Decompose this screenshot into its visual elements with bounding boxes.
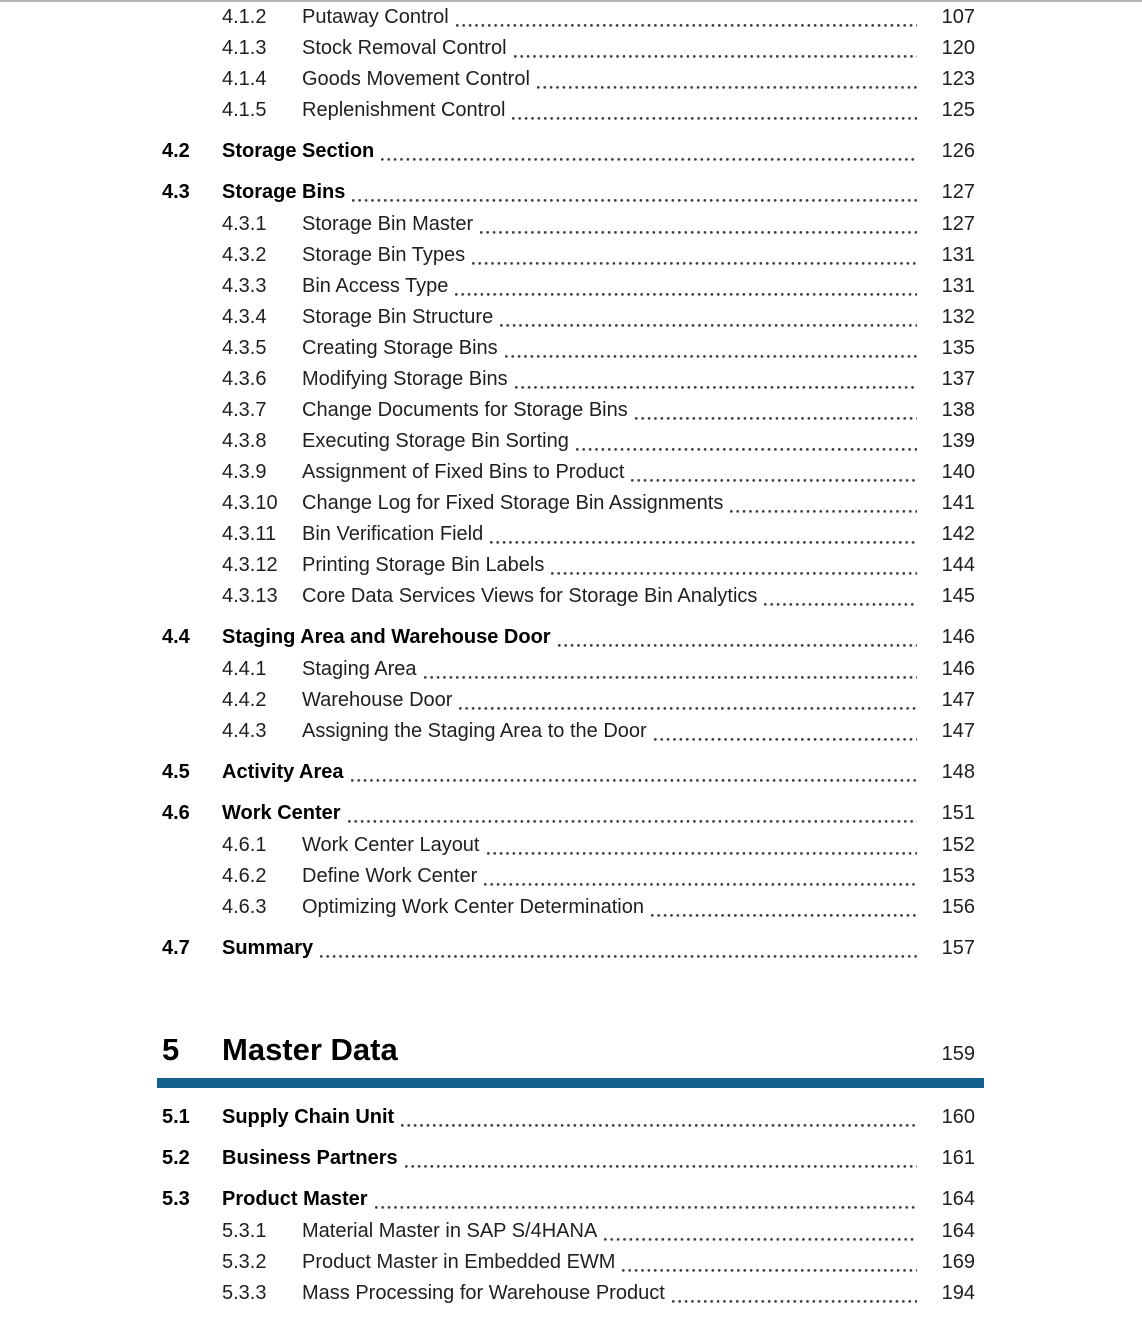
toc-subsection-row bbox=[162, 1216, 975, 1247]
toc-entry-page: 131 bbox=[941, 244, 975, 266]
toc-entry-page: 132 bbox=[941, 306, 975, 328]
toc-entry-number: 4.3.3 bbox=[222, 275, 267, 297]
toc-entry-number: 4.6.1 bbox=[222, 834, 267, 856]
toc-entry-page: 125 bbox=[941, 99, 975, 121]
toc-entry-title: Work Center Layout bbox=[302, 834, 480, 856]
toc-entry-number: 4.6.3 bbox=[222, 896, 267, 918]
toc-entry-title: Bin Access Type bbox=[302, 275, 449, 297]
toc-entry-title: Storage Bin Structure bbox=[302, 306, 494, 328]
toc-entry-number: 4.4.1 bbox=[222, 658, 267, 680]
toc-subsection-row bbox=[162, 861, 975, 892]
toc-entry-number: 5.3 bbox=[162, 1188, 190, 1210]
dot-leader bbox=[351, 778, 917, 783]
toc-subsection-row bbox=[162, 2, 975, 33]
toc-subsection-row bbox=[162, 333, 975, 364]
toc-entry-number: 4.3.5 bbox=[222, 337, 267, 359]
dot-leader bbox=[348, 819, 917, 824]
toc-subsection-row bbox=[162, 364, 975, 395]
toc-subsection-row bbox=[162, 302, 975, 333]
toc-entry-page: 120 bbox=[941, 37, 975, 59]
toc-entry-page: 135 bbox=[941, 337, 975, 359]
toc-entry-title: Product Master in Embedded EWM bbox=[302, 1251, 616, 1273]
chapter-title: Master Data bbox=[222, 1032, 398, 1067]
dot-leader bbox=[405, 1164, 917, 1169]
dot-leader bbox=[500, 323, 917, 328]
toc-entry-page: 139 bbox=[941, 430, 975, 452]
toc-subsection-row bbox=[162, 64, 975, 95]
toc-entry-number: 4.5 bbox=[162, 761, 190, 783]
toc-entry-number: 5.2 bbox=[162, 1147, 190, 1169]
toc-entry-title: Product Master bbox=[222, 1188, 368, 1210]
toc-entry-number: 4.6 bbox=[162, 802, 190, 824]
toc-subsection-row bbox=[162, 716, 975, 747]
dot-leader bbox=[631, 478, 917, 483]
toc-entry-title: Material Master in SAP S/4HANA bbox=[302, 1220, 598, 1242]
dot-leader bbox=[622, 1268, 917, 1273]
toc-entry-title: Putaway Control bbox=[302, 6, 449, 28]
toc-entry-number: 5.1 bbox=[162, 1106, 190, 1128]
toc-entry-page: 107 bbox=[941, 6, 975, 28]
toc-entry-number: 4.3.8 bbox=[222, 430, 267, 452]
toc-subsection-row bbox=[162, 457, 975, 488]
toc-entry-title: Summary bbox=[222, 937, 314, 959]
toc-entry-number: 4.3.9 bbox=[222, 461, 267, 483]
toc-entry-title: Assigning the Staging Area to the Door bbox=[302, 720, 647, 742]
toc-entry-title: Define Work Center bbox=[302, 865, 478, 887]
toc-section-row bbox=[162, 1102, 975, 1133]
dot-leader bbox=[320, 954, 917, 959]
toc-entry-title: Assignment of Fixed Bins to Product bbox=[302, 461, 625, 483]
dot-leader bbox=[672, 1299, 917, 1304]
dot-leader bbox=[730, 509, 917, 514]
toc-entry-page: 151 bbox=[941, 802, 975, 824]
toc-entry-page: 127 bbox=[941, 181, 975, 203]
toc-entry-number: 4.1.3 bbox=[222, 37, 267, 59]
toc-entry-page: 156 bbox=[941, 896, 975, 918]
toc-entry-page: 161 bbox=[941, 1147, 975, 1169]
toc-entry-title: Mass Processing for Warehouse Product bbox=[302, 1282, 665, 1304]
toc-entry-title: Change Documents for Storage Bins bbox=[302, 399, 628, 421]
toc-section-row bbox=[162, 757, 975, 788]
toc-entry-page: 145 bbox=[941, 585, 975, 607]
toc-subsection-row bbox=[162, 1278, 975, 1309]
toc-entry-page: 147 bbox=[941, 689, 975, 711]
toc-entry-page: 147 bbox=[941, 720, 975, 742]
toc-section-row bbox=[162, 136, 975, 167]
toc-entry-page: 131 bbox=[941, 275, 975, 297]
toc-subsection-row bbox=[162, 240, 975, 271]
toc-entry-page: 142 bbox=[941, 523, 975, 545]
toc-entry-page: 126 bbox=[941, 140, 975, 162]
chapter-page-number: 159 bbox=[941, 1043, 975, 1065]
toc-entry-title: Supply Chain Unit bbox=[222, 1106, 395, 1128]
toc-entry-title: Goods Movement Control bbox=[302, 68, 530, 90]
dot-leader bbox=[635, 416, 917, 421]
toc-entry-page: 146 bbox=[941, 626, 975, 648]
toc-entry-page: 123 bbox=[941, 68, 975, 90]
toc-entry-title: Modifying Storage Bins bbox=[302, 368, 508, 390]
dot-leader bbox=[515, 385, 917, 390]
toc-entry-page: 164 bbox=[941, 1220, 975, 1242]
dot-leader bbox=[576, 447, 917, 452]
toc-subsection-row bbox=[162, 271, 975, 302]
toc-subsection-row bbox=[162, 581, 975, 612]
toc-entry-page: 146 bbox=[941, 658, 975, 680]
toc-entry-page: 169 bbox=[941, 1251, 975, 1273]
toc-entry-number: 4.3.13 bbox=[222, 585, 278, 607]
toc-entry-number: 4.3.2 bbox=[222, 244, 267, 266]
toc-entry-page: 157 bbox=[941, 937, 975, 959]
toc-entry-number: 4.3.4 bbox=[222, 306, 267, 328]
toc-entry-page: 137 bbox=[941, 368, 975, 390]
toc-entry-number: 4.3.6 bbox=[222, 368, 267, 390]
toc-entry-title: Stock Removal Control bbox=[302, 37, 507, 59]
toc-entry-number: 4.7 bbox=[162, 937, 190, 959]
toc-subsection-row bbox=[162, 426, 975, 457]
toc-section-row bbox=[162, 1143, 975, 1174]
dot-leader bbox=[456, 23, 917, 28]
toc-entry-title: Creating Storage Bins bbox=[302, 337, 498, 359]
toc-subsection-row bbox=[162, 33, 975, 64]
toc-subsection-row bbox=[162, 654, 975, 685]
dot-leader bbox=[558, 643, 917, 648]
toc-subsection-row bbox=[162, 1247, 975, 1278]
dot-leader bbox=[551, 571, 917, 576]
toc-entry-page: 148 bbox=[941, 761, 975, 783]
chapter5-heading-block bbox=[162, 1032, 975, 1088]
toc-entry-title: Storage Bins bbox=[222, 181, 346, 203]
toc-subsection-row bbox=[162, 95, 975, 126]
chapter5-entry-list bbox=[162, 1102, 975, 1309]
toc-subsection-row bbox=[162, 685, 975, 716]
dot-leader bbox=[651, 913, 917, 918]
chapter-rule bbox=[157, 1078, 984, 1088]
dot-leader bbox=[472, 261, 917, 266]
toc-entry-number: 4.4.3 bbox=[222, 720, 267, 742]
toc-entry-title: Optimizing Work Center Determination bbox=[302, 896, 644, 918]
dot-leader bbox=[487, 851, 918, 856]
toc-entry-number: 5.3.2 bbox=[222, 1251, 267, 1273]
toc-entry-number: 4.4 bbox=[162, 626, 190, 648]
toc-entry-number: 5.3.1 bbox=[222, 1220, 267, 1242]
toc-entry-number: 4.3.12 bbox=[222, 554, 278, 576]
toc-section-row bbox=[162, 933, 975, 964]
toc-entry-page: 141 bbox=[941, 492, 975, 514]
chapter-heading bbox=[162, 1032, 975, 1072]
toc-entry-number: 4.2 bbox=[162, 140, 190, 162]
toc-subsection-row bbox=[162, 519, 975, 550]
toc-entry-title: Storage Bin Master bbox=[302, 213, 474, 235]
dot-leader bbox=[375, 1205, 917, 1210]
dot-leader bbox=[459, 706, 917, 711]
toc-section-row bbox=[162, 798, 975, 829]
toc-entry-title: Work Center bbox=[222, 802, 341, 824]
toc-entry-number: 4.6.2 bbox=[222, 865, 267, 887]
toc-entry-page: 194 bbox=[941, 1282, 975, 1304]
toc-entry-number: 4.3 bbox=[162, 181, 190, 203]
toc-entry-title: Storage Bin Types bbox=[302, 244, 466, 266]
dot-leader bbox=[505, 354, 917, 359]
dot-leader bbox=[604, 1237, 917, 1242]
dot-leader bbox=[455, 292, 917, 297]
toc-subsection-row bbox=[162, 892, 975, 923]
toc-entry-number: 4.1.2 bbox=[222, 6, 267, 28]
toc-entry-page: 138 bbox=[941, 399, 975, 421]
toc-entry-title: Bin Verification Field bbox=[302, 523, 484, 545]
dot-leader bbox=[381, 157, 917, 162]
toc-entry-number: 4.3.7 bbox=[222, 399, 267, 421]
toc-entry-number: 4.1.5 bbox=[222, 99, 267, 121]
dot-leader bbox=[484, 882, 917, 887]
toc-entry-page: 164 bbox=[941, 1188, 975, 1210]
dot-leader bbox=[514, 54, 917, 59]
toc-entry-title: Business Partners bbox=[222, 1147, 398, 1169]
toc-entry-title: Staging Area bbox=[302, 658, 417, 680]
toc-entry-number: 4.4.2 bbox=[222, 689, 267, 711]
dot-leader bbox=[401, 1123, 917, 1128]
toc-entry-title: Storage Section bbox=[222, 140, 375, 162]
toc-entry-page: 152 bbox=[941, 834, 975, 856]
toc-entry-title: Activity Area bbox=[222, 761, 344, 783]
toc-subsection-row bbox=[162, 488, 975, 519]
dot-leader bbox=[480, 230, 917, 235]
chapter4-entry-list bbox=[162, 2, 975, 964]
toc-entry-page: 140 bbox=[941, 461, 975, 483]
dot-leader bbox=[512, 116, 917, 121]
table-of-contents bbox=[162, 2, 975, 1309]
toc-entry-title: Core Data Services Views for Storage Bin Analytics bbox=[302, 585, 758, 607]
toc-section-row bbox=[162, 1184, 975, 1215]
toc-entry-page: 153 bbox=[941, 865, 975, 887]
dot-leader bbox=[537, 85, 917, 90]
toc-entry-title: Staging Area and Warehouse Door bbox=[222, 626, 551, 648]
dot-leader bbox=[352, 198, 917, 203]
toc-entry-number: 4.3.11 bbox=[222, 523, 277, 545]
chapter-number: 5 bbox=[162, 1032, 180, 1067]
dot-leader bbox=[654, 737, 917, 742]
toc-entry-page: 127 bbox=[941, 213, 975, 235]
toc-entry-title: Printing Storage Bin Labels bbox=[302, 554, 545, 576]
toc-subsection-row bbox=[162, 209, 975, 240]
toc-entry-number: 4.3.10 bbox=[222, 492, 278, 514]
toc-entry-number: 4.1.4 bbox=[222, 68, 267, 90]
toc-subsection-row bbox=[162, 550, 975, 581]
toc-subsection-row bbox=[162, 395, 975, 426]
dot-leader bbox=[424, 675, 917, 680]
toc-section-row bbox=[162, 177, 975, 208]
toc-entry-title: Change Log for Fixed Storage Bin Assignments bbox=[302, 492, 724, 514]
toc-entry-title: Executing Storage Bin Sorting bbox=[302, 430, 569, 452]
toc-entry-page: 160 bbox=[941, 1106, 975, 1128]
toc-subsection-row bbox=[162, 830, 975, 861]
dot-leader bbox=[490, 540, 917, 545]
toc-section-row bbox=[162, 622, 975, 653]
toc-entry-page: 144 bbox=[941, 554, 975, 576]
toc-entry-title: Warehouse Door bbox=[302, 689, 453, 711]
toc-entry-number: 4.3.1 bbox=[222, 213, 267, 235]
dot-leader bbox=[764, 602, 917, 607]
toc-entry-number: 5.3.3 bbox=[222, 1282, 267, 1304]
toc-entry-title: Replenishment Control bbox=[302, 99, 506, 121]
